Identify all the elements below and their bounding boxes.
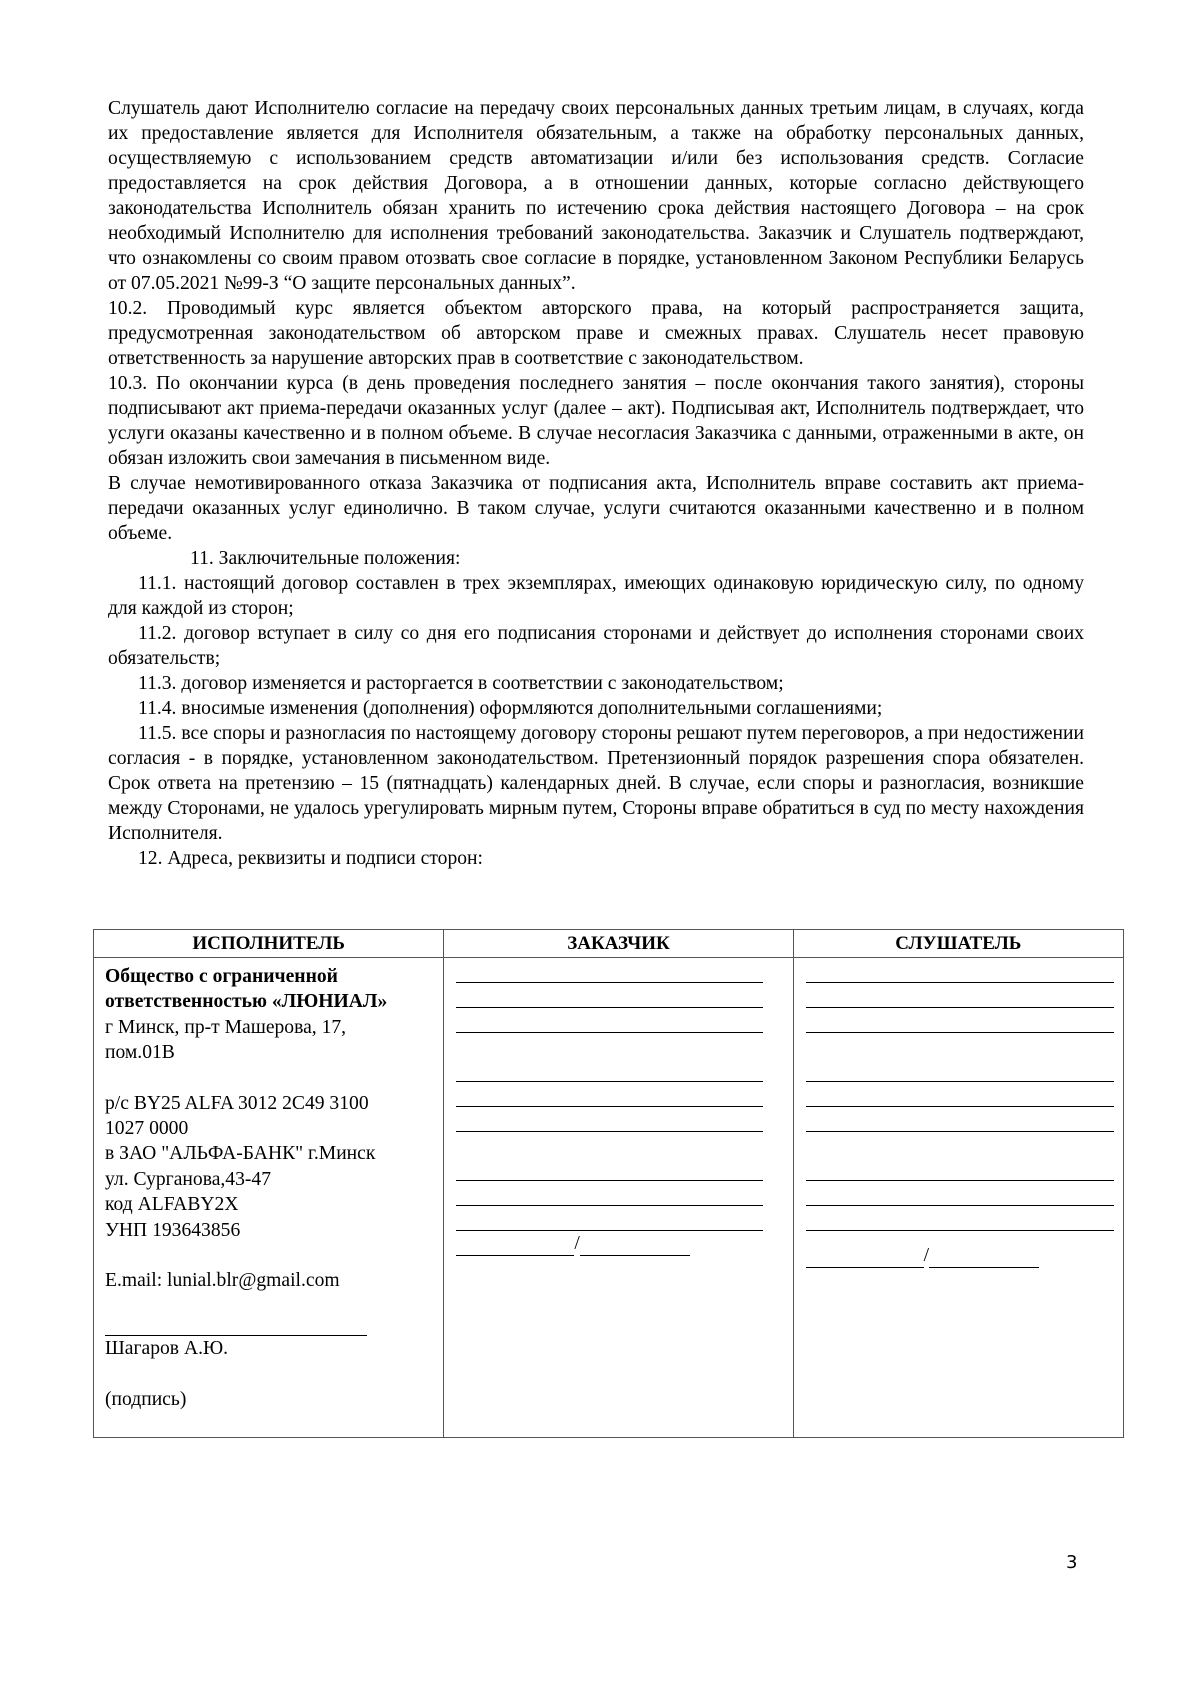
executor-unp: УНП 193643856 bbox=[105, 1219, 241, 1241]
customer-fill-line bbox=[456, 958, 763, 983]
page-number: 3 bbox=[1066, 1552, 1078, 1573]
customer-fill-line bbox=[456, 1156, 763, 1181]
section-12-title: 12. Адреса, реквизиты и подписи сторон: bbox=[138, 848, 483, 869]
header-executor: ИСПОЛНИТЕЛЬ bbox=[94, 930, 444, 958]
executor-name-line1: Общество с ограниченной bbox=[105, 966, 338, 987]
listener-fill-line bbox=[806, 1206, 1114, 1231]
listener-signature-line: / bbox=[806, 1244, 1113, 1268]
listener-fill-line bbox=[806, 1156, 1114, 1181]
customer-fill-line bbox=[456, 1181, 763, 1206]
requisites-table bbox=[93, 929, 1124, 1438]
executor-signature-line bbox=[105, 1315, 367, 1336]
clause-11-2: 11.2. договор вступает в силу со дня его подписания сторонами и действует до исполнения сторонами своих обязательств; bbox=[108, 623, 1084, 669]
listener-cell bbox=[793, 958, 1123, 1438]
customer-cell bbox=[444, 958, 793, 1438]
listener-fill-line bbox=[806, 1181, 1114, 1206]
document-body bbox=[108, 96, 1084, 871]
customer-fill-line bbox=[456, 1082, 763, 1107]
table-body-row bbox=[94, 958, 1124, 1438]
listener-fill-line bbox=[806, 1107, 1114, 1132]
header-customer: ЗАКАЗЧИК bbox=[444, 930, 793, 958]
customer-signature-line: / bbox=[456, 1232, 782, 1256]
table-header-row bbox=[94, 930, 1124, 958]
executor-address-line1: г Минск, пр-т Машерова, 17, bbox=[105, 1016, 347, 1038]
customer-fill-line bbox=[456, 1206, 763, 1231]
executor-bank-line1: в ЗАО "АЛЬФА-БАНК" г.Минск bbox=[105, 1143, 376, 1165]
clause-11-5: 11.5. все споры и разногласия по настоящему договору стороны решают путем переговоров, а при недостижении согласия - в порядке, установленном законодательством. Претензионный порядок разрешения спора обязателен. Срок ответа на претензию – 15 (пятнадцать) календарных дней. В случае, если споры и разногласия, возникшие между Сторонами, не удалось урегулировать мирным путем, Стороны вправе обратиться в суд по месту нахождения Исполнителя. bbox=[108, 723, 1084, 844]
executor-signature-label: (подпись) bbox=[105, 1388, 187, 1410]
executor-email: E.mail: lunial.blr@gmail.com bbox=[105, 1270, 340, 1292]
listener-fill-line bbox=[806, 983, 1114, 1008]
listener-fill-line bbox=[806, 1082, 1114, 1107]
customer-fill-line bbox=[456, 983, 763, 1008]
clause-10-3-continued: В случае немотивированного отказа Заказчика от подписания акта, Исполнитель вправе составить акт приема-передачи оказанных услуг единолично. В таком случае, услуги считаются оказанными качественно и в полном объеме. bbox=[108, 473, 1084, 544]
executor-cell bbox=[94, 958, 444, 1438]
section-11-title: 11. Заключительные положения: bbox=[190, 548, 461, 569]
clause-11-1: 11.1. настоящий договор составлен в трех экземплярах, имеющих одинаковую юридическую силу, по одному для каждой из сторон; bbox=[108, 573, 1084, 619]
clause-10-2: 10.2. Проводимый курс является объектом авторского права, на который распространяется защита, предусмотренная законодательством об авторском праве и смежных правах. Слушатель несет правовую ответственность за нарушение авторских прав в соответствие с законодательством. bbox=[108, 298, 1084, 369]
executor-account-line2: 1027 0000 bbox=[105, 1118, 189, 1140]
clause-11-3: 11.3. договор изменяется и расторгается в соответствии с законодательством; bbox=[138, 673, 784, 694]
listener-fill-line bbox=[806, 958, 1114, 983]
executor-account-line1: р/с BY25 ALFA 3012 2C49 3100 bbox=[105, 1092, 369, 1114]
consent-paragraph: Слушатель дают Исполнителю согласие на передачу своих персональных данных третьим лицам, в случаях, когда их предоставление является для Исполнителя обязательным, а также на обработку персональных данных, осуществляемую с использованием средств автоматизации и/или без использования средств. Согласие предоставляется на срок действия Договора, а в отношении данных, которые согласно действующего законодательства Исполнитель обязан хранить по истечению срока действия настоящего Договора – на срок необходимый Исполнителю для исполнения требований законодательства. Заказчик и Слушатель подтверждают, что ознакомлены со своим правом отозвать свое согласие в порядке, установленном Законом Республики Беларусь от 07.05.2021 №99-З “О защите персональных данных”. bbox=[108, 98, 1084, 294]
customer-fill-line bbox=[456, 1107, 763, 1132]
executor-signatory: Шагаров А.Ю. bbox=[105, 1338, 229, 1360]
executor-bank-line2: ул. Сурганова,43-47 bbox=[105, 1168, 272, 1190]
customer-fill-line bbox=[456, 1008, 763, 1033]
executor-address-line2: пом.01В bbox=[105, 1042, 175, 1064]
header-listener: СЛУШАТЕЛЬ bbox=[793, 930, 1123, 958]
clause-11-4: 11.4. вносимые изменения (дополнения) оформляются дополнительными соглашениями; bbox=[138, 698, 883, 719]
customer-fill-line bbox=[456, 1057, 763, 1082]
executor-name-line2: ответственностью «ЛЮНИАЛ» bbox=[105, 991, 388, 1013]
listener-fill-line bbox=[806, 1008, 1114, 1033]
executor-bank-code: код ALFABY2X bbox=[105, 1194, 239, 1216]
clause-10-3: 10.3. По окончании курса (в день проведения последнего занятия – после окончания такого занятия), стороны подписывают акт приема-передачи оказанных услуг (далее – акт). Подписывая акт, Исполнитель подтверждает, что услуги оказаны качественно и в полном объеме. В случае несогласия Заказчика с данными, отраженными в акте, он обязан изложить свои замечания в письменном виде. bbox=[108, 373, 1084, 469]
listener-fill-line bbox=[806, 1057, 1114, 1082]
